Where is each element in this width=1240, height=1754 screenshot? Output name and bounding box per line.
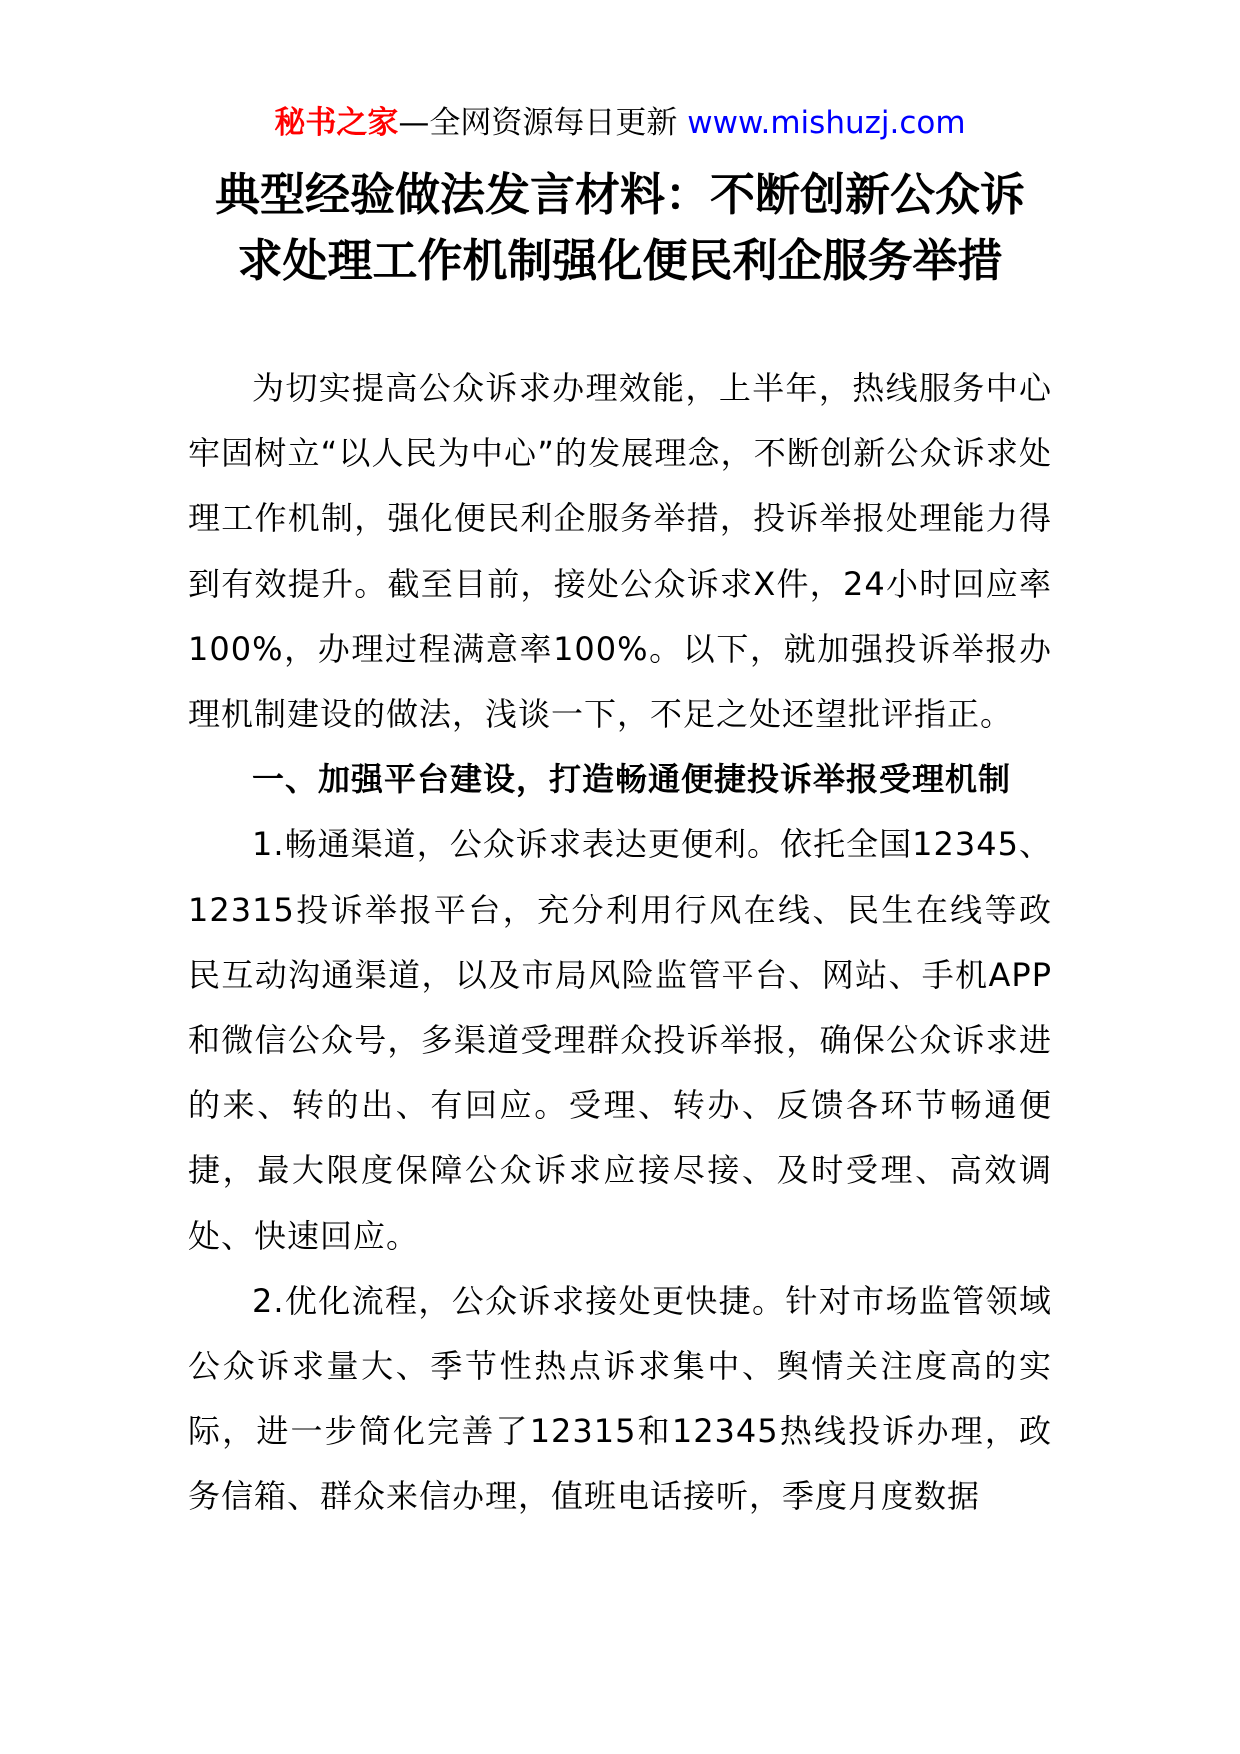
- title-line-2: 求处理工作机制强化便民利企服务举措: [237, 234, 1003, 287]
- site-slogan: —全网资源每日更新: [398, 105, 678, 141]
- document-body: [188, 356, 1052, 1530]
- title-line-1: 典型经验做法发言材料：不断创新公众诉: [214, 168, 1025, 221]
- body-paragraph-1: 1.畅通渠道，公众诉求表达更便利。依托全国12345、12315投诉举报平台，充分利用行风在线、民生在线等政民互动沟通渠道，以及市局风险监管平台、网站、手机APP和微信公众号，多渠道受理群众投诉举报，确保公众诉求进的来、转的出、有回应。受理、转办、反馈各环节畅通便捷，最大限度保障公众诉求应接尽接、及时受理、高效调处、快速回应。: [188, 825, 1052, 1255]
- brand-name: 秘书之家: [274, 105, 399, 141]
- body-paragraph-2: 2.优化流程，公众诉求接处更快捷。针对市场监管领域公众诉求量大、季节性热点诉求集中、舆情关注度高的实际，进一步简化完善了12315和12345热线投诉办理，政务信箱、群众来信办理，值班电话接听，季度月度数据: [188, 1281, 1052, 1516]
- site-header: [0, 100, 1240, 146]
- document-title: [0, 162, 1240, 294]
- site-url-link[interactable]: www.mishuzj.com: [687, 105, 966, 141]
- intro-paragraph: 为切实提高公众诉求办理效能，上半年，热线服务中心牢固树立“以人民为中心”的发展理念，不断创新公众诉求处理工作机制，强化便民利企服务举措，投诉举报处理能力得到有效提升。截至目前，接处公众诉求X件，24小时回应率100%，办理过程满意率100%。以下，就加强投诉举报办理机制建设的做法，浅谈一下，不足之处还望批评指正。: [188, 369, 1052, 734]
- section-heading-1: 一、加强平台建设，打造畅通便捷投诉举报受理机制: [252, 760, 1012, 799]
